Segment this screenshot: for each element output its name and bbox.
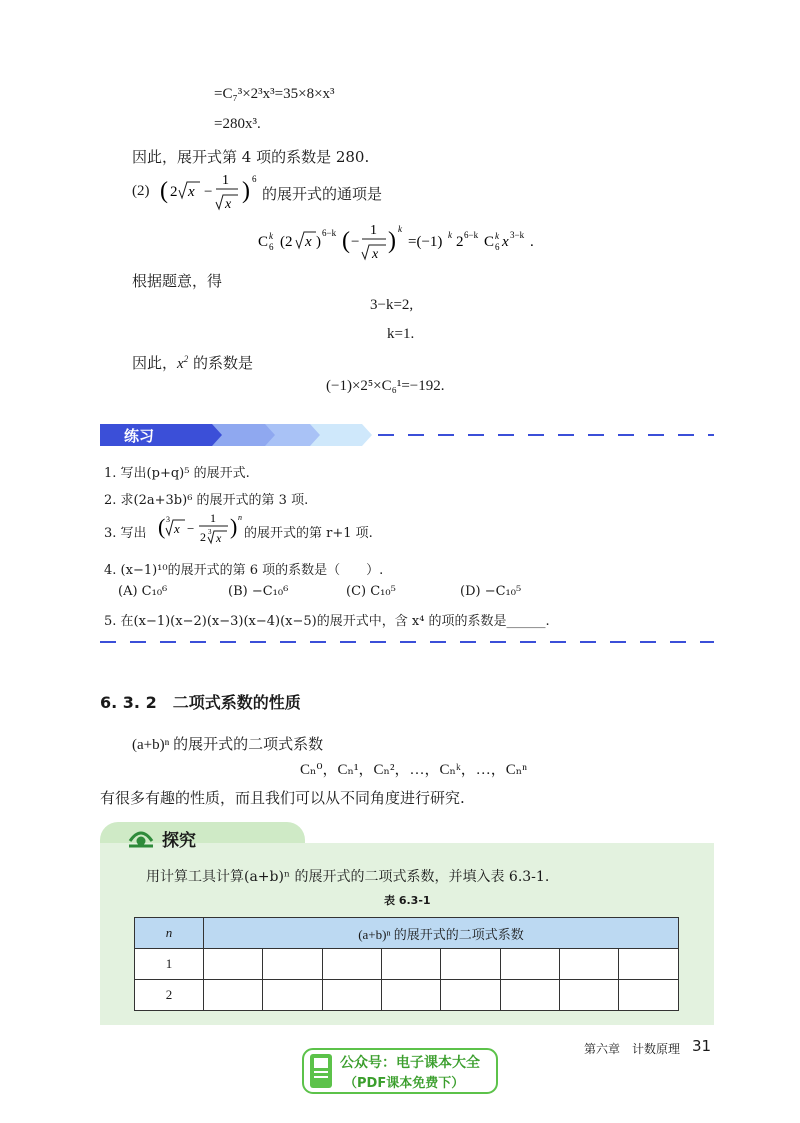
svg-text:x: x bbox=[225, 197, 232, 212]
solution-line-1: =C₇³×2³x³=35×8×x³ bbox=[214, 86, 335, 102]
table-cell[interactable] bbox=[559, 980, 618, 1011]
table-cell[interactable] bbox=[441, 949, 500, 980]
item-3-suffix: 的展开式的第 r+1 项. bbox=[244, 526, 373, 541]
table-cell[interactable] bbox=[381, 949, 440, 980]
practice-item-1 bbox=[104, 462, 250, 481]
table-header-n: n bbox=[135, 918, 204, 949]
table-cell-n: 1 bbox=[135, 949, 204, 980]
practice-item-2 bbox=[104, 489, 308, 508]
item-3-formula bbox=[158, 508, 258, 552]
solution-line-2: =280x³. bbox=[214, 116, 261, 132]
svg-text:3−k: 3−k bbox=[510, 230, 525, 240]
svg-text:): ) bbox=[316, 234, 321, 250]
solution-conclusion-1: 因此，展开式第 4 项的系数是 280. bbox=[132, 148, 370, 166]
practice-top-dashes bbox=[378, 434, 714, 436]
table-header-coef: (a+b)ⁿ 的展开式的二项式系数 bbox=[204, 918, 679, 949]
svg-text:1: 1 bbox=[222, 173, 229, 188]
x-squared: $x^2$ bbox=[177, 354, 189, 372]
svg-text:C: C bbox=[258, 234, 269, 250]
svg-text:6−k: 6−k bbox=[464, 230, 479, 240]
item-text: (x−1)¹⁰的展开式的第 6 项的系数是（ ）. bbox=[120, 563, 384, 578]
binomial-coefficients: Cₙ⁰，Cₙ¹，Cₙ²，…，Cₙᵏ，…，Cₙⁿ bbox=[300, 762, 527, 778]
practice-title: 练习 bbox=[124, 427, 155, 445]
option-b: (B) −C₁₀⁶ bbox=[228, 584, 289, 599]
item-text: 在(x−1)(x−2)(x−3)(x−4)(x−5)的展开式中，含 x⁴ 的项的系数是______. bbox=[120, 614, 550, 629]
svg-text:−: − bbox=[204, 184, 213, 200]
practice-item-5 bbox=[104, 610, 550, 629]
part2-suffix: 的展开式的通项是 bbox=[262, 185, 383, 203]
item-text-prefix: 写出 bbox=[120, 526, 147, 541]
part2-label: (2) bbox=[132, 183, 150, 199]
table-cell[interactable] bbox=[619, 949, 679, 980]
svg-text:6: 6 bbox=[495, 242, 500, 252]
item-number: 1. bbox=[104, 466, 117, 481]
svg-text:k: k bbox=[398, 224, 402, 234]
svg-text:3: 3 bbox=[208, 528, 212, 536]
table-cell[interactable] bbox=[263, 949, 322, 980]
general-term-formula bbox=[258, 220, 558, 266]
svg-text:): ) bbox=[242, 178, 250, 204]
table-cell[interactable] bbox=[619, 980, 679, 1011]
table-cell[interactable] bbox=[441, 980, 500, 1011]
svg-text:(2: (2 bbox=[280, 234, 293, 250]
practice-bottom-dashes bbox=[100, 641, 714, 643]
svg-text:2: 2 bbox=[200, 530, 206, 544]
practice-item-3 bbox=[104, 522, 147, 541]
watermark-line-1: 公众号：电子课本大全 bbox=[340, 1055, 480, 1071]
svg-text:(: ( bbox=[342, 228, 350, 254]
svg-text:(: ( bbox=[158, 514, 166, 539]
footer-chapter: 第六章 计数原理 bbox=[584, 1042, 681, 1056]
svg-text:): ) bbox=[230, 514, 238, 539]
svg-text:−: − bbox=[351, 234, 360, 250]
watermark-line-2: （PDF课本免费下） bbox=[344, 1076, 465, 1091]
section-intro-1: (a+b)ⁿ 的展开式的二项式系数 bbox=[132, 737, 324, 753]
option-c: (C) C₁₀⁵ bbox=[346, 584, 396, 599]
equation-1: 3−k=2, bbox=[370, 297, 414, 313]
practice-item-4 bbox=[104, 559, 383, 578]
section-intro-2: 有很多有趣的性质，而且我们可以从不同角度进行研究. bbox=[100, 789, 465, 807]
item-text: 求(2a+3b)⁶ 的展开式的第 3 项. bbox=[120, 493, 309, 508]
item-number: 4. bbox=[104, 563, 117, 578]
page-number: 31 bbox=[692, 1037, 712, 1055]
item-number: 2. bbox=[104, 493, 117, 508]
table-caption: 表 6.3-1 bbox=[384, 894, 431, 907]
svg-text:−: − bbox=[187, 521, 195, 536]
svg-text:2: 2 bbox=[456, 234, 464, 250]
final-result: (−1)×2⁵×C₆¹=−192. bbox=[326, 378, 445, 394]
table-cell[interactable] bbox=[500, 949, 559, 980]
svg-text:6: 6 bbox=[252, 174, 257, 184]
svg-text:k: k bbox=[448, 230, 452, 240]
table-cell[interactable] bbox=[500, 980, 559, 1011]
option-a: (A) C₁₀⁶ bbox=[118, 584, 168, 599]
table-cell-n: 2 bbox=[135, 980, 204, 1011]
table-cell[interactable] bbox=[204, 980, 263, 1011]
table-cell[interactable] bbox=[322, 949, 381, 980]
svg-text:x: x bbox=[372, 247, 379, 262]
svg-text:1: 1 bbox=[210, 511, 216, 525]
table-cell[interactable] bbox=[559, 949, 618, 980]
option-d: (D) −C₁₀⁵ bbox=[460, 584, 522, 599]
explore-label: 探究 bbox=[162, 831, 196, 851]
svg-text:=(−1): =(−1) bbox=[408, 234, 443, 250]
svg-text:x: x bbox=[502, 234, 509, 250]
svg-text:k: k bbox=[495, 231, 499, 241]
by-condition: 根据题意，得 bbox=[132, 272, 223, 290]
conclusion-2-line bbox=[132, 352, 253, 373]
coefficient-table bbox=[134, 917, 679, 1011]
svg-text:6−k: 6−k bbox=[322, 228, 337, 238]
svg-text:1: 1 bbox=[370, 223, 377, 238]
svg-text:n: n bbox=[238, 513, 242, 522]
item-number: 5. bbox=[104, 614, 117, 629]
table-cell[interactable] bbox=[322, 980, 381, 1011]
svg-text:x: x bbox=[174, 521, 180, 536]
svg-text:(: ( bbox=[160, 178, 168, 204]
svg-text:k: k bbox=[269, 231, 273, 241]
table-cell[interactable] bbox=[381, 980, 440, 1011]
equation-2: k=1. bbox=[387, 326, 415, 342]
section-title: 6. 3. 2 二项式系数的性质 bbox=[100, 693, 301, 712]
svg-text:x: x bbox=[216, 531, 222, 545]
item-text: 写出(p+q)⁵ 的展开式. bbox=[120, 466, 250, 481]
explore-eye-icon bbox=[128, 827, 154, 849]
item-number: 3. bbox=[104, 526, 117, 541]
svg-text:3: 3 bbox=[166, 515, 170, 524]
table-cell[interactable] bbox=[204, 949, 263, 980]
svg-text:.: . bbox=[530, 234, 534, 250]
svg-text:C: C bbox=[484, 234, 495, 250]
conclusion-2-suffix: 的系数是 bbox=[192, 354, 253, 372]
svg-text:2: 2 bbox=[170, 184, 178, 200]
svg-text:x: x bbox=[188, 184, 195, 200]
explore-instruction: 用计算工具计算(a+b)ⁿ 的展开式的二项式系数，并填入表 6.3-1. bbox=[146, 869, 550, 885]
table-header-row bbox=[135, 918, 679, 949]
svg-text:6: 6 bbox=[269, 242, 274, 252]
table-row bbox=[135, 949, 679, 980]
table-cell[interactable] bbox=[263, 980, 322, 1011]
table-row bbox=[135, 980, 679, 1011]
svg-text:): ) bbox=[388, 228, 396, 254]
svg-text:x: x bbox=[305, 234, 312, 250]
conclusion-2-prefix: 因此， bbox=[132, 354, 178, 372]
